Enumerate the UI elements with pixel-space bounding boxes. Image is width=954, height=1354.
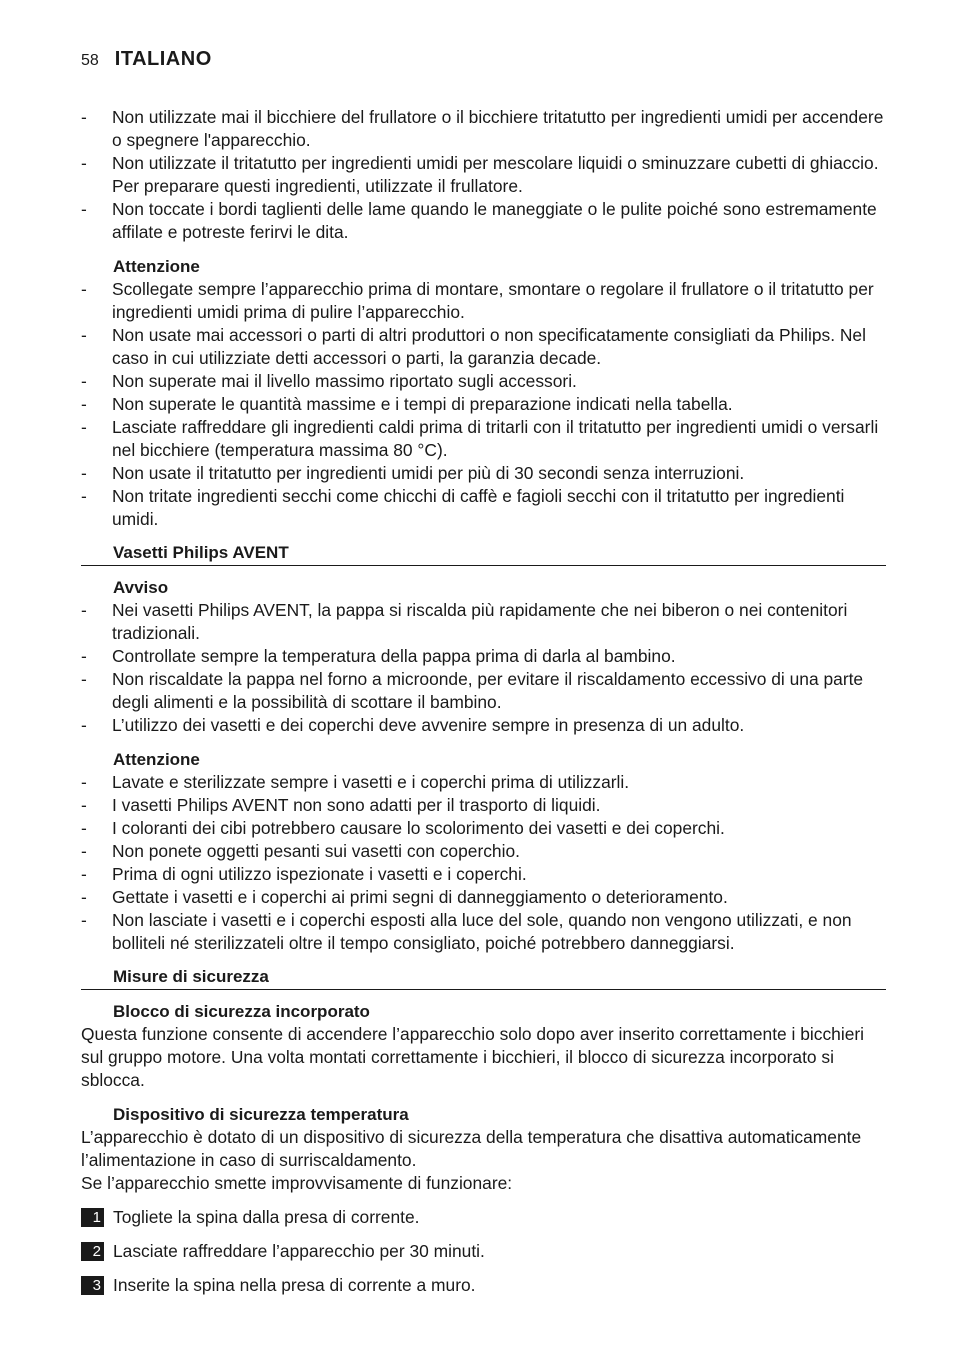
list-item-text: L’utilizzo dei vasetti e dei coperchi deve avvenire sempre in presenza di un adulto. (112, 715, 745, 735)
list-item-text: Nei vasetti Philips AVENT, la pappa si riscalda più rapidamente che nei biberon o nei contenitori tradizionali. (112, 600, 848, 643)
step-number-badge: 2 (81, 1242, 104, 1261)
bullet-dash: - (81, 646, 87, 666)
step-text: Togliete la spina dalla presa di corrente. (113, 1207, 420, 1227)
list-item (81, 152, 886, 198)
list-item (81, 840, 886, 863)
list-item-text: Non lasciate i vasetti e i coperchi esposti alla luce del sole, quando non vengono utilizzati, e non bolliteli né sterilizzateli oltre il tempo consigliato, poiché potrebbero danneggiarsi. (112, 910, 852, 953)
subheading: Blocco di sicurezza incorporato (113, 1002, 370, 1021)
bullet-dash: - (81, 818, 87, 838)
list-item (81, 198, 886, 244)
bullet-dash: - (81, 394, 87, 414)
list-item-text: Non tritate ingredienti secchi come chicchi di caffè e fagioli secchi con il tritatutto per ingredienti umidi. (112, 486, 845, 529)
list-item (81, 863, 886, 886)
list-item-text: Lavate e sterilizzate sempre i vasetti e i coperchi prima di utilizzarli. (112, 772, 630, 792)
bullet-dash: - (81, 669, 87, 689)
paragraph: Se l’apparecchio smette improvvisamente di funzionare: (81, 1173, 513, 1193)
bullet-dash: - (81, 279, 87, 299)
list-item (81, 462, 886, 485)
bullet-dash: - (81, 910, 87, 930)
bullet-dash: - (81, 795, 87, 815)
list-item-text: Lasciate raffreddare gli ingredienti caldi prima di tritarli con il tritatutto per ingredienti umidi o versarli nel bicchiere (temperatura massima 80 °C). (112, 417, 879, 460)
step-text: Lasciate raffreddare l’apparecchio per 30 minuti. (113, 1241, 485, 1261)
bullet-dash: - (81, 841, 87, 861)
step-number-badge: 1 (81, 1208, 104, 1227)
section-heading: Misure di sicurezza (81, 966, 886, 990)
list-item (81, 599, 886, 645)
list-item (81, 668, 886, 714)
list-item-text: Gettate i vasetti e i coperchi ai primi segni di danneggiamento o deterioramento. (112, 887, 728, 907)
list-item (81, 886, 886, 909)
list-item (81, 771, 886, 794)
step-item (81, 1240, 886, 1263)
list-item (81, 794, 886, 817)
list-item (81, 909, 886, 955)
list-item-text: Prima di ogni utilizzo ispezionate i vasetti e i coperchi. (112, 864, 527, 884)
list-item-text: Non ponete oggetti pesanti sui vasetti con coperchio. (112, 841, 520, 861)
list-item-text: Non superate mai il livello massimo riportato sugli accessori. (112, 371, 577, 391)
bullet-dash: - (81, 325, 87, 345)
bullet-dash: - (81, 371, 87, 391)
paragraph: Questa funzione consente di accendere l’apparecchio solo dopo aver inserito correttamente i bicchieri sul gruppo motore. Una volta montati correttamente i bicchieri, il blocco di sicurezza incorporato si sblocca. (81, 1024, 865, 1090)
list-item-text: Non riscaldate la pappa nel forno a microonde, per evitare il riscaldamento eccessivo di una parte degli alimenti e la possibilità di scottare il bambino. (112, 669, 864, 712)
language-title: ITALIANO (114, 48, 212, 70)
step-text: Inserite la spina nella presa di corrente a muro. (113, 1275, 476, 1295)
bullet-dash: - (81, 107, 87, 127)
list-item (81, 278, 886, 324)
subheading: Attenzione (113, 257, 200, 276)
bullet-dash: - (81, 199, 87, 219)
bullet-dash: - (81, 153, 87, 173)
bullet-dash: - (81, 715, 87, 735)
list-item-text: Controllate sempre la temperatura della pappa prima di darla al bambino. (112, 646, 676, 666)
list-item (81, 324, 886, 370)
bullet-dash: - (81, 772, 87, 792)
list-item (81, 416, 886, 462)
list-item (81, 714, 886, 737)
subheading: Avviso (113, 578, 169, 597)
section-heading: Vasetti Philips AVENT (81, 542, 886, 566)
list-item-text: I coloranti dei cibi potrebbero causare lo scolorimento dei vasetti e dei coperchi. (112, 818, 725, 838)
list-item (81, 645, 886, 668)
page-header (81, 48, 212, 74)
subheading: Dispositivo di sicurezza temperatura (113, 1105, 409, 1124)
step-item (81, 1274, 886, 1297)
list-item (81, 817, 886, 840)
bullet-dash: - (81, 600, 87, 620)
paragraph: L’apparecchio è dotato di un dispositivo di sicurezza della temperatura che disattiva automaticamente l’alimentazione in caso di surriscaldamento. (81, 1127, 862, 1170)
step-number-badge: 3 (81, 1276, 104, 1295)
page-number: 58 (81, 52, 99, 69)
list-item-text: Non utilizzate mai il bicchiere del frullatore o il bicchiere tritatutto per ingredienti umidi per accendere o spegnere l'apparecchio. (112, 107, 884, 150)
list-item (81, 485, 886, 531)
list-item-text: Non usate mai accessori o parti di altri produttori o non specificatamente consigliati da Philips. Nel caso in cui utilizziate detti accessori o parti, la garanzia decade. (112, 325, 866, 368)
subheading: Attenzione (113, 750, 200, 769)
bullet-dash: - (81, 486, 87, 506)
bullet-dash: - (81, 463, 87, 483)
page-content (81, 106, 886, 1297)
list-item (81, 106, 886, 152)
bullet-dash: - (81, 887, 87, 907)
step-item (81, 1206, 886, 1229)
bullet-dash: - (81, 864, 87, 884)
list-item (81, 393, 886, 416)
list-item (81, 370, 886, 393)
bullet-dash: - (81, 417, 87, 437)
list-item-text: I vasetti Philips AVENT non sono adatti per il trasporto di liquidi. (112, 795, 601, 815)
list-item-text: Non toccate i bordi taglienti delle lame quando le maneggiate o le pulite poiché sono estremamente affilate e potreste ferirvi le dita. (112, 199, 877, 242)
list-item-text: Scollegate sempre l’apparecchio prima di montare, smontare o regolare il frullatore o il tritatutto per ingredienti umidi prima di pulire l’apparecchio. (112, 279, 874, 322)
list-item-text: Non superate le quantità massime e i tempi di preparazione indicati nella tabella. (112, 394, 733, 414)
list-item-text: Non utilizzate il tritatutto per ingredienti umidi per mescolare liquidi o sminuzzare cubetti di ghiaccio. Per preparare questi ingredienti, utilizzate il frullatore. (112, 153, 879, 196)
list-item-text: Non usate il tritatutto per ingredienti umidi per più di 30 secondi senza interruzioni. (112, 463, 745, 483)
